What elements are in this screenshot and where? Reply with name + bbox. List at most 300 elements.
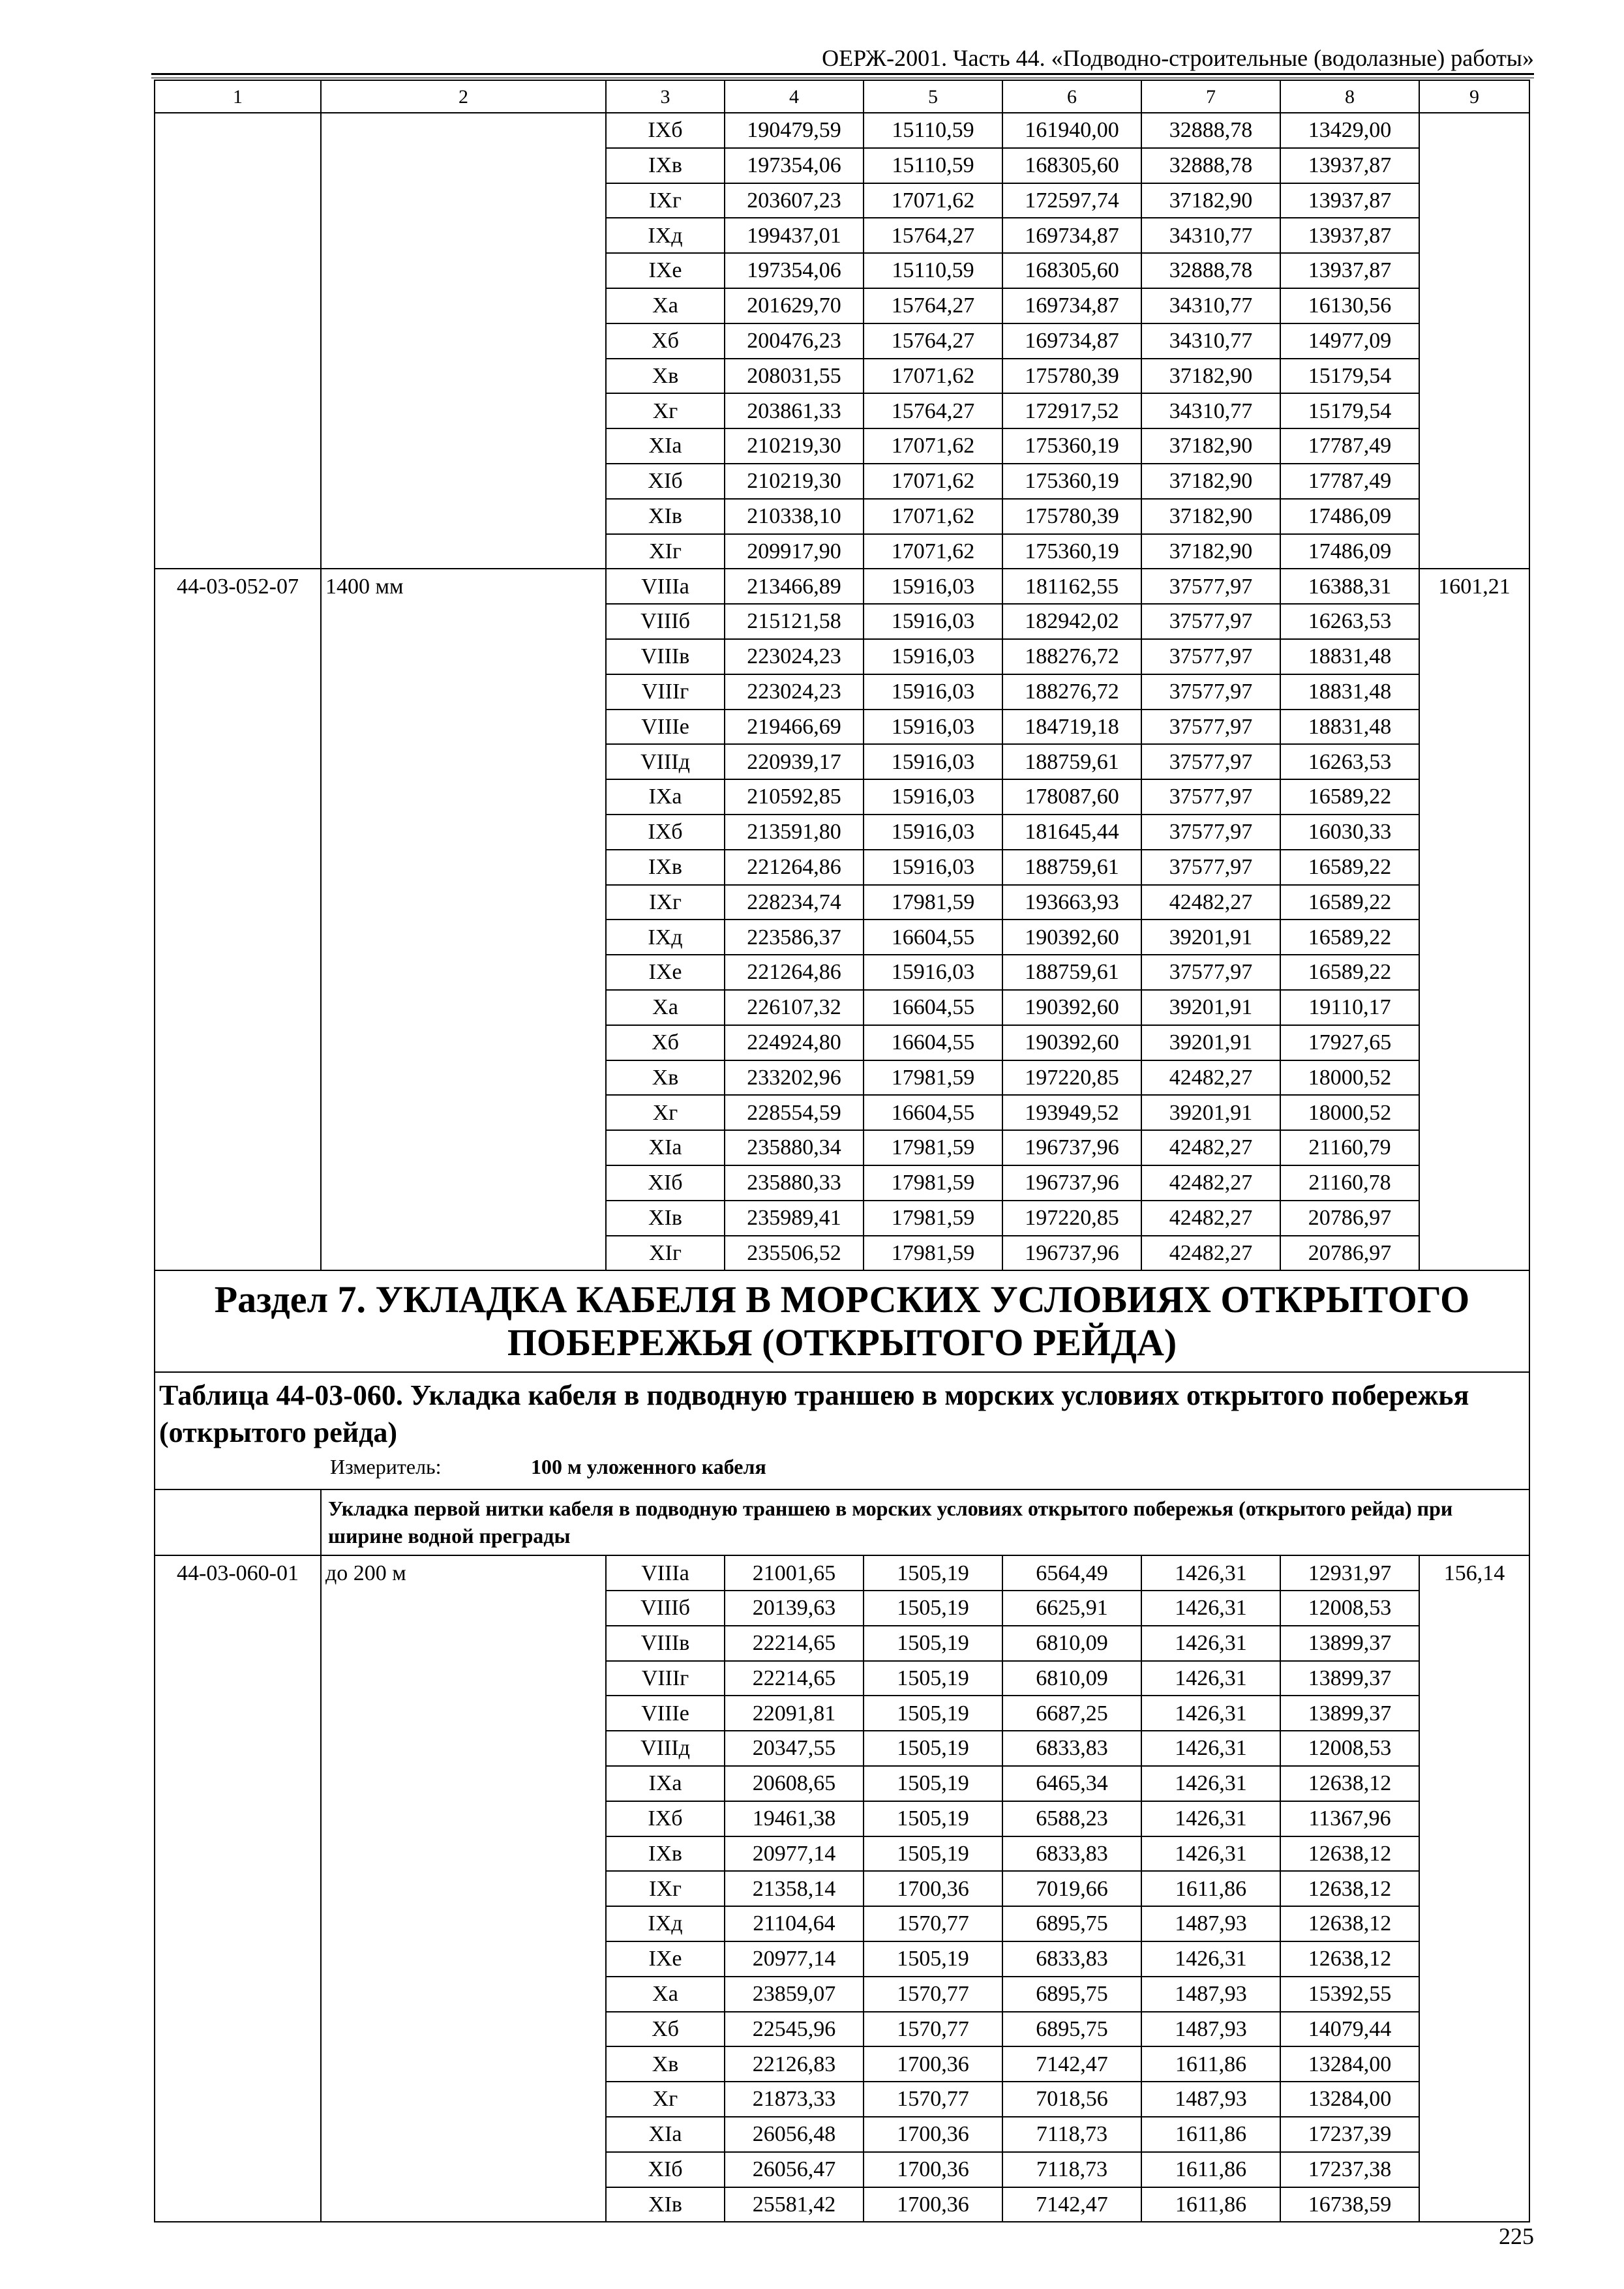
region-zone: IXе — [606, 955, 725, 990]
cost-value: 13284,00 — [1280, 2082, 1419, 2117]
section-row — [155, 1270, 1529, 1372]
cost-value: 15916,03 — [864, 815, 1002, 850]
cost-value: 16589,22 — [1280, 850, 1419, 885]
cost-value: 37577,97 — [1141, 674, 1280, 710]
region-zone: VIIIб — [606, 604, 725, 639]
region-zone: IXе — [606, 253, 725, 288]
cost-value: 42482,27 — [1141, 1201, 1280, 1236]
subtitle-empty-cell — [155, 1489, 321, 1555]
cost-value: 19461,38 — [725, 1801, 864, 1836]
region-zone: IXа — [606, 1766, 725, 1801]
cost-value: 20977,14 — [725, 1836, 864, 1872]
cost-value: 12008,53 — [1280, 1591, 1419, 1626]
region-zone: Xв — [606, 1060, 725, 1096]
cost-value: 193949,52 — [1002, 1095, 1141, 1130]
cost-value: 22126,83 — [725, 2046, 864, 2082]
cost-value: 17981,59 — [864, 1236, 1002, 1271]
region-zone: IXг — [606, 183, 725, 218]
cost-value: 19110,17 — [1280, 990, 1419, 1025]
cost-value: 175360,19 — [1002, 464, 1141, 499]
cost-value: 37577,97 — [1141, 604, 1280, 639]
cost-value: 1426,31 — [1141, 1801, 1280, 1836]
region-zone: Xв — [606, 359, 725, 394]
cost-value: 1426,31 — [1141, 1555, 1280, 1591]
cost-value: 6833,83 — [1002, 1941, 1141, 1977]
subtitle-row — [155, 1489, 1529, 1555]
cost-value: 168305,60 — [1002, 148, 1141, 183]
page-header-title: ОЕРЖ-2001. Часть 44. «Подводно-строительные (водолазные) работы» — [822, 45, 1534, 71]
cost-value: 13899,37 — [1280, 1626, 1419, 1661]
cost-value: 213591,80 — [725, 815, 864, 850]
cost-value: 190392,60 — [1002, 920, 1141, 955]
cost-value: 17071,62 — [864, 359, 1002, 394]
cost-value: 1505,19 — [864, 1555, 1002, 1591]
region-zone: IXд — [606, 1906, 725, 1941]
cost-value: 1487,93 — [1141, 1977, 1280, 2012]
cost-value: 16589,22 — [1280, 920, 1419, 955]
cost-value: 193663,93 — [1002, 885, 1141, 920]
cost-value: 20786,97 — [1280, 1236, 1419, 1271]
labor-value: 1601,21 — [1419, 569, 1529, 1270]
cost-value: 16130,56 — [1280, 288, 1419, 323]
cost-value: 1426,31 — [1141, 1626, 1280, 1661]
cost-value: 32888,78 — [1141, 148, 1280, 183]
region-zone: VIIIд — [606, 744, 725, 779]
work-subtitle: Укладка первой нитки кабеля в подводную траншею в морских условиях открытого побережья (открытого рейда) при ширине водной преграды — [321, 1489, 1529, 1555]
cost-value: 21104,64 — [725, 1906, 864, 1941]
cost-value: 20977,14 — [725, 1941, 864, 1977]
cost-value: 26056,47 — [725, 2152, 864, 2187]
column-number-row — [155, 80, 1529, 113]
cost-value: 13429,00 — [1280, 113, 1419, 148]
cost-value: 181645,44 — [1002, 815, 1141, 850]
table-row — [155, 569, 1529, 604]
cost-value: 15764,27 — [864, 393, 1002, 428]
region-zone: VIIIб — [606, 1591, 725, 1626]
region-zone: Xб — [606, 323, 725, 359]
cost-value: 12638,12 — [1280, 1836, 1419, 1872]
region-zone: IXв — [606, 1836, 725, 1872]
cost-value: 1505,19 — [864, 1801, 1002, 1836]
cost-value: 16604,55 — [864, 920, 1002, 955]
cost-value: 15392,55 — [1280, 1977, 1419, 2012]
region-zone: XIб — [606, 464, 725, 499]
cost-value: 6564,49 — [1002, 1555, 1141, 1591]
cost-value: 37577,97 — [1141, 569, 1280, 604]
cost-value: 17981,59 — [864, 885, 1002, 920]
region-zone: IXе — [606, 1941, 725, 1977]
cost-value: 1426,31 — [1141, 1696, 1280, 1731]
cost-value: 188759,61 — [1002, 955, 1141, 990]
cost-value: 37182,90 — [1141, 428, 1280, 464]
cost-value: 17071,62 — [864, 464, 1002, 499]
table-title-cell — [155, 1372, 1529, 1489]
cost-value: 6810,09 — [1002, 1626, 1141, 1661]
cost-value: 1570,77 — [864, 1906, 1002, 1941]
cost-value: 15110,59 — [864, 113, 1002, 148]
cost-value: 169734,87 — [1002, 218, 1141, 253]
cost-value: 197220,85 — [1002, 1060, 1141, 1096]
column-number: 8 — [1280, 80, 1419, 113]
cost-value: 17981,59 — [864, 1165, 1002, 1201]
cost-value: 221264,86 — [725, 955, 864, 990]
cost-value: 17071,62 — [864, 499, 1002, 534]
cost-value: 1487,93 — [1141, 1906, 1280, 1941]
cost-value: 22545,96 — [725, 2012, 864, 2047]
region-zone: Xб — [606, 2012, 725, 2047]
cost-value: 11367,96 — [1280, 1801, 1419, 1836]
cost-value: 16604,55 — [864, 990, 1002, 1025]
cost-value: 14079,44 — [1280, 2012, 1419, 2047]
cost-value: 15916,03 — [864, 850, 1002, 885]
cost-value: 12638,12 — [1280, 1941, 1419, 1977]
cost-value: 1700,36 — [864, 2187, 1002, 2222]
column-number: 1 — [155, 80, 321, 113]
cost-value: 17486,09 — [1280, 534, 1419, 569]
cost-value: 15764,27 — [864, 218, 1002, 253]
region-zone: XIа — [606, 428, 725, 464]
cost-value: 1611,86 — [1141, 2152, 1280, 2187]
cost-value: 17486,09 — [1280, 499, 1419, 534]
cost-value: 39201,91 — [1141, 1095, 1280, 1130]
cost-value: 235880,34 — [725, 1130, 864, 1165]
section-title: Раздел 7. УКЛАДКА КАБЕЛЯ В МОРСКИХ УСЛОВИЯХ ОТКРЫТОГО ПОБЕРЕЖЬЯ (ОТКРЫТОГО РЕЙДА) — [155, 1270, 1529, 1372]
cost-value: 15179,54 — [1280, 393, 1419, 428]
cost-value: 37182,90 — [1141, 183, 1280, 218]
region-zone: Xг — [606, 1095, 725, 1130]
cost-value: 1426,31 — [1141, 1731, 1280, 1766]
cost-value: 188759,61 — [1002, 744, 1141, 779]
cost-value: 7018,56 — [1002, 2082, 1141, 2117]
cost-value: 16388,31 — [1280, 569, 1419, 604]
cost-value: 6810,09 — [1002, 1661, 1141, 1696]
region-zone: VIIIе — [606, 710, 725, 745]
region-zone: IXд — [606, 218, 725, 253]
cost-value: 17981,59 — [864, 1130, 1002, 1165]
region-zone: XIб — [606, 1165, 725, 1201]
region-zone: Xа — [606, 990, 725, 1025]
cost-value: 42482,27 — [1141, 1130, 1280, 1165]
cost-value: 13937,87 — [1280, 253, 1419, 288]
rate-code: 44-03-052-07 — [155, 569, 321, 1270]
region-zone: IXб — [606, 113, 725, 148]
region-zone: XIв — [606, 2187, 725, 2222]
measure-line — [159, 1456, 1525, 1478]
cost-value: 1426,31 — [1141, 1941, 1280, 1977]
cost-value: 37182,90 — [1141, 499, 1280, 534]
cost-value: 175360,19 — [1002, 428, 1141, 464]
region-zone: Xб — [606, 1025, 725, 1060]
cost-value: 201629,70 — [725, 288, 864, 323]
cost-value: 168305,60 — [1002, 253, 1141, 288]
cost-value: 37577,97 — [1141, 639, 1280, 674]
cost-value: 223024,23 — [725, 674, 864, 710]
cost-value: 20608,65 — [725, 1766, 864, 1801]
cost-value: 37577,97 — [1141, 710, 1280, 745]
cost-value: 7019,66 — [1002, 1871, 1141, 1906]
cost-value: 13899,37 — [1280, 1661, 1419, 1696]
cost-value: 169734,87 — [1002, 323, 1141, 359]
cost-value: 235506,52 — [725, 1236, 864, 1271]
column-number: 5 — [864, 80, 1002, 113]
cost-value: 175780,39 — [1002, 499, 1141, 534]
cost-value: 233202,96 — [725, 1060, 864, 1096]
region-zone: VIIIг — [606, 674, 725, 710]
cost-value: 1505,19 — [864, 1731, 1002, 1766]
cost-value: 196737,96 — [1002, 1165, 1141, 1201]
table-row — [155, 1555, 1529, 1591]
cost-value: 37577,97 — [1141, 955, 1280, 990]
cost-value: 228234,74 — [725, 885, 864, 920]
region-zone: VIIIд — [606, 1731, 725, 1766]
cost-value: 18000,52 — [1280, 1095, 1419, 1130]
column-number: 4 — [725, 80, 864, 113]
cost-value: 1426,31 — [1141, 1591, 1280, 1626]
cost-value: 16604,55 — [864, 1095, 1002, 1130]
cost-value: 210219,30 — [725, 428, 864, 464]
cost-value: 6833,83 — [1002, 1836, 1141, 1872]
cost-value: 21358,14 — [725, 1871, 864, 1906]
cost-value: 17237,38 — [1280, 2152, 1419, 2187]
cost-value: 37577,97 — [1141, 744, 1280, 779]
cost-value: 1505,19 — [864, 1836, 1002, 1872]
cost-value: 184719,18 — [1002, 710, 1141, 745]
labor-value — [1419, 113, 1529, 569]
cost-value: 210592,85 — [725, 779, 864, 815]
cost-value: 181162,55 — [1002, 569, 1141, 604]
cost-value: 1611,86 — [1141, 2117, 1280, 2152]
cost-value: 37182,90 — [1141, 464, 1280, 499]
cost-value: 16589,22 — [1280, 955, 1419, 990]
cost-value: 235989,41 — [725, 1201, 864, 1236]
cost-value: 21160,79 — [1280, 1130, 1419, 1165]
cost-value: 6588,23 — [1002, 1801, 1141, 1836]
cost-value: 1611,86 — [1141, 2046, 1280, 2082]
rate-description: до 200 м — [321, 1555, 606, 2222]
cost-value: 13937,87 — [1280, 148, 1419, 183]
cost-value: 16263,53 — [1280, 744, 1419, 779]
region-zone: IXб — [606, 815, 725, 850]
cost-value: 1700,36 — [864, 1871, 1002, 1906]
cost-value: 39201,91 — [1141, 990, 1280, 1025]
region-zone: VIIIа — [606, 569, 725, 604]
cost-value: 208031,55 — [725, 359, 864, 394]
cost-value: 37182,90 — [1141, 534, 1280, 569]
cost-value: 21160,78 — [1280, 1165, 1419, 1201]
region-zone: XIг — [606, 1236, 725, 1271]
cost-value: 17981,59 — [864, 1201, 1002, 1236]
measure-value: 100 м уложенного кабеля — [531, 1454, 766, 1478]
cost-value: 14977,09 — [1280, 323, 1419, 359]
cost-value: 1570,77 — [864, 2012, 1002, 2047]
cost-value: 175780,39 — [1002, 359, 1141, 394]
cost-value: 42482,27 — [1141, 885, 1280, 920]
column-number: 6 — [1002, 80, 1141, 113]
cost-value: 226107,32 — [725, 990, 864, 1025]
cost-value: 172917,52 — [1002, 393, 1141, 428]
region-zone: IXа — [606, 779, 725, 815]
cost-value: 21001,65 — [725, 1555, 864, 1591]
cost-value: 15764,27 — [864, 323, 1002, 359]
cost-value: 182942,02 — [1002, 604, 1141, 639]
cost-value: 172597,74 — [1002, 183, 1141, 218]
cost-value: 37577,97 — [1141, 815, 1280, 850]
cost-value: 15916,03 — [864, 710, 1002, 745]
cost-value: 17237,39 — [1280, 2117, 1419, 2152]
cost-value: 17071,62 — [864, 183, 1002, 218]
region-zone: Xг — [606, 2082, 725, 2117]
region-zone: Xв — [606, 2046, 725, 2082]
cost-value: 188276,72 — [1002, 639, 1141, 674]
region-zone: VIIIг — [606, 1661, 725, 1696]
cost-value: 1700,36 — [864, 2152, 1002, 2187]
cost-value: 22091,81 — [725, 1696, 864, 1731]
cost-value: 20786,97 — [1280, 1201, 1419, 1236]
cost-value: 6833,83 — [1002, 1731, 1141, 1766]
cost-value: 190479,59 — [725, 113, 864, 148]
cost-value: 16263,53 — [1280, 604, 1419, 639]
cost-value: 15916,03 — [864, 955, 1002, 990]
cost-value: 15916,03 — [864, 674, 1002, 710]
cost-value: 197220,85 — [1002, 1201, 1141, 1236]
cost-value: 37577,97 — [1141, 779, 1280, 815]
measure-label: Измеритель: — [330, 1454, 442, 1478]
cost-value: 1570,77 — [864, 1977, 1002, 2012]
cost-value: 37577,97 — [1141, 850, 1280, 885]
region-zone: XIб — [606, 2152, 725, 2187]
region-zone: Xа — [606, 1977, 725, 2012]
cost-value: 197354,06 — [725, 253, 864, 288]
cost-value: 17981,59 — [864, 1060, 1002, 1096]
cost-value: 1505,19 — [864, 1766, 1002, 1801]
cost-value: 197354,06 — [725, 148, 864, 183]
cost-value: 15179,54 — [1280, 359, 1419, 394]
cost-value: 215121,58 — [725, 604, 864, 639]
region-zone: Xа — [606, 288, 725, 323]
cost-value: 199437,01 — [725, 218, 864, 253]
cost-value: 220939,17 — [725, 744, 864, 779]
cost-value: 16604,55 — [864, 1025, 1002, 1060]
cost-value: 223024,23 — [725, 639, 864, 674]
cost-value: 7142,47 — [1002, 2046, 1141, 2082]
cost-value: 1611,86 — [1141, 2187, 1280, 2222]
cost-value: 34310,77 — [1141, 288, 1280, 323]
cost-value: 42482,27 — [1141, 1236, 1280, 1271]
cost-value: 21873,33 — [725, 2082, 864, 2117]
cost-value: 6895,75 — [1002, 2012, 1141, 2047]
region-zone: VIIIе — [606, 1696, 725, 1731]
cost-value: 39201,91 — [1141, 1025, 1280, 1060]
cost-value: 12638,12 — [1280, 1906, 1419, 1941]
cost-value: 200476,23 — [725, 323, 864, 359]
table-title-row — [155, 1372, 1529, 1489]
cost-value: 26056,48 — [725, 2117, 864, 2152]
cost-value: 18000,52 — [1280, 1060, 1419, 1096]
cost-value: 16589,22 — [1280, 779, 1419, 815]
cost-value: 1505,19 — [864, 1696, 1002, 1731]
table-row — [155, 113, 1529, 148]
cost-value: 1487,93 — [1141, 2082, 1280, 2117]
cost-value: 22214,65 — [725, 1661, 864, 1696]
cost-value: 13899,37 — [1280, 1696, 1419, 1731]
cost-value: 20139,63 — [725, 1591, 864, 1626]
cost-value: 34310,77 — [1141, 393, 1280, 428]
cost-value: 188759,61 — [1002, 850, 1141, 885]
cost-value: 188276,72 — [1002, 674, 1141, 710]
cost-value: 224924,80 — [725, 1025, 864, 1060]
cost-value: 13937,87 — [1280, 183, 1419, 218]
cost-value: 15764,27 — [864, 288, 1002, 323]
cost-value: 235880,33 — [725, 1165, 864, 1201]
rate-description: 1400 мм — [321, 569, 606, 1270]
cost-value: 13284,00 — [1280, 2046, 1419, 2082]
cost-value: 42482,27 — [1141, 1165, 1280, 1201]
region-zone: VIIIа — [606, 1555, 725, 1591]
region-zone: IXб — [606, 1801, 725, 1836]
cost-value: 17071,62 — [864, 428, 1002, 464]
header-rule — [151, 73, 1534, 75]
cost-value: 15110,59 — [864, 253, 1002, 288]
cost-value: 17927,65 — [1280, 1025, 1419, 1060]
region-zone: XIа — [606, 2117, 725, 2152]
cost-value: 12638,12 — [1280, 1871, 1419, 1906]
cost-value: 1700,36 — [864, 2117, 1002, 2152]
region-zone: VIIIв — [606, 639, 725, 674]
cost-value: 1426,31 — [1141, 1766, 1280, 1801]
cost-value: 1505,19 — [864, 1591, 1002, 1626]
cost-value: 221264,86 — [725, 850, 864, 885]
cost-value: 1611,86 — [1141, 1871, 1280, 1906]
cost-value: 219466,69 — [725, 710, 864, 745]
cost-value: 13937,87 — [1280, 218, 1419, 253]
region-zone: XIа — [606, 1130, 725, 1165]
cost-value: 12008,53 — [1280, 1731, 1419, 1766]
column-number: 2 — [321, 80, 606, 113]
cost-value: 6895,75 — [1002, 1977, 1141, 2012]
rates-table — [154, 80, 1530, 2222]
cost-value: 6895,75 — [1002, 1906, 1141, 1941]
cost-value: 210338,10 — [725, 499, 864, 534]
cost-value: 169734,87 — [1002, 288, 1141, 323]
column-number: 7 — [1141, 80, 1280, 113]
region-zone: XIг — [606, 534, 725, 569]
cost-value: 15916,03 — [864, 569, 1002, 604]
cost-value: 223586,37 — [725, 920, 864, 955]
cost-value: 1570,77 — [864, 2082, 1002, 2117]
cost-value: 228554,59 — [725, 1095, 864, 1130]
cost-value: 6625,91 — [1002, 1591, 1141, 1626]
cost-value: 15916,03 — [864, 744, 1002, 779]
cost-value: 18831,48 — [1280, 710, 1419, 745]
cost-value: 34310,77 — [1141, 218, 1280, 253]
cost-value: 15916,03 — [864, 604, 1002, 639]
cost-value: 15110,59 — [864, 148, 1002, 183]
region-zone: XIв — [606, 1201, 725, 1236]
region-zone: IXг — [606, 885, 725, 920]
cost-value: 203607,23 — [725, 183, 864, 218]
cost-value: 7118,73 — [1002, 2152, 1141, 2187]
cost-value: 7142,47 — [1002, 2187, 1141, 2222]
region-zone: Xг — [606, 393, 725, 428]
cost-value: 34310,77 — [1141, 323, 1280, 359]
column-number: 9 — [1419, 80, 1529, 113]
cost-value: 18831,48 — [1280, 639, 1419, 674]
cost-value: 15916,03 — [864, 639, 1002, 674]
labor-value: 156,14 — [1419, 1555, 1529, 2222]
cost-value: 1426,31 — [1141, 1836, 1280, 1872]
cost-value: 213466,89 — [725, 569, 864, 604]
cost-value: 1426,31 — [1141, 1661, 1280, 1696]
